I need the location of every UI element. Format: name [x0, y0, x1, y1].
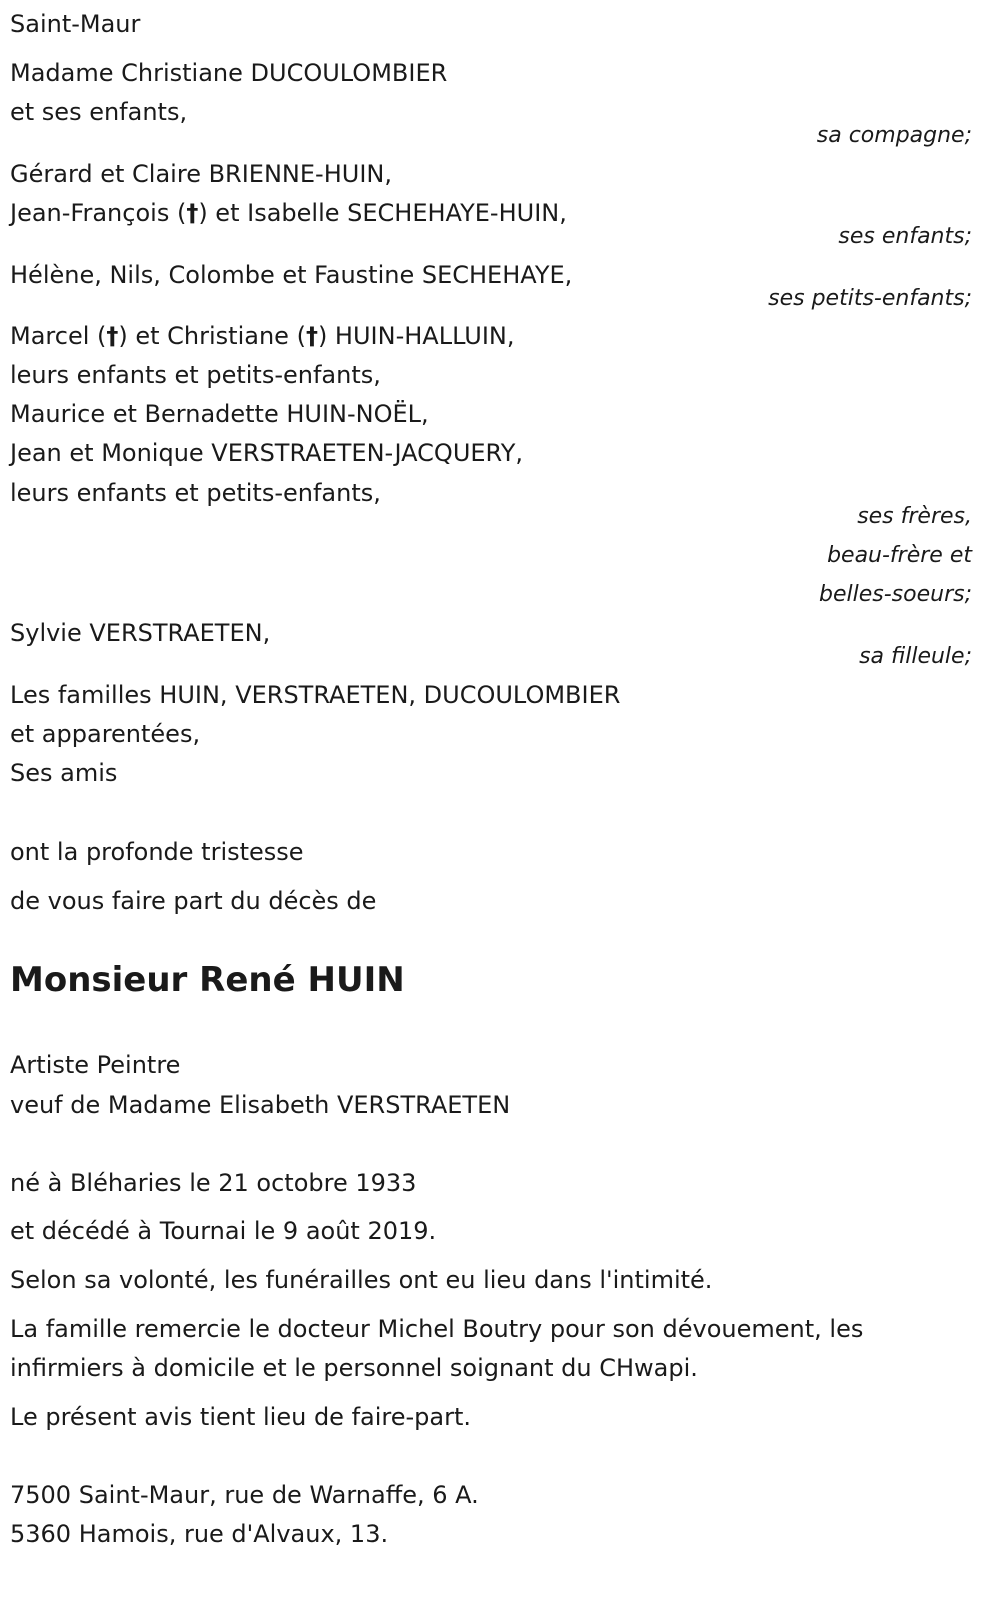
mourner-line: et apparentées, [10, 720, 201, 748]
relation-label: sa filleule; [859, 644, 972, 669]
relation-label: beau-frère et [827, 543, 972, 568]
mourner-line: leurs enfants et petits-enfants, [10, 361, 381, 389]
mourner-line: leurs enfants et petits-enfants, [10, 479, 381, 507]
cross-icon: † [305, 322, 318, 350]
cross-icon: † [186, 199, 199, 227]
address-line: 7500 Saint-Maur, rue de Warnaffe, 6 A. [10, 1481, 479, 1509]
announcement-line: de vous faire part du décès de [10, 887, 377, 915]
cross-icon: † [106, 322, 119, 350]
mourner-line-with-cross [10, 317, 514, 356]
text-fragment: ) et Isabelle SECHEHAYE-HUIN, [198, 199, 567, 227]
address-line: 5360 Hamois, rue d'Alvaux, 13. [10, 1520, 389, 1548]
deceased-name: Monsieur René HUIN [10, 960, 405, 1000]
relation-label: ses enfants; [838, 224, 972, 249]
relation-label: sa compagne; [816, 123, 972, 148]
mourner-line: Sylvie VERSTRAETEN, [10, 619, 271, 647]
text-fragment: ) HUIN-HALLUIN, [317, 322, 515, 350]
mourner-line: Madame Christiane DUCOULOMBIER [10, 59, 448, 87]
mourner-line: Maurice et Bernadette HUIN-NOËL, [10, 400, 429, 428]
note-line: Selon sa volonté, les funérailles ont eu lieu dans l'intimité. [10, 1266, 713, 1294]
place-heading: Saint-Maur [10, 10, 141, 38]
mourner-line: Jean et Monique VERSTRAETEN-JACQUERY, [10, 439, 523, 467]
deceased-detail: Artiste Peintre [10, 1051, 181, 1079]
relation-label: belles-soeurs; [819, 582, 972, 607]
relation-label: ses petits-enfants; [768, 286, 972, 311]
announcement-line: ont la profonde tristesse [10, 838, 304, 866]
note-line: Le présent avis tient lieu de faire-part. [10, 1403, 472, 1431]
note-line: infirmiers à domicile et le personnel soignant du CHwapi. [10, 1354, 698, 1382]
mourner-line: Hélène, Nils, Colombe et Faustine SECHEHAYE, [10, 261, 573, 289]
mourner-line-with-cross [10, 194, 567, 233]
date-line: et décédé à Tournai le 9 août 2019. [10, 1217, 437, 1245]
mourner-line: Les familles HUIN, VERSTRAETEN, DUCOULOMBIER [10, 681, 621, 709]
mourner-line: et ses enfants, [10, 98, 188, 126]
mourner-line: Gérard et Claire BRIENNE-HUIN, [10, 160, 392, 188]
mourner-line: Ses amis [10, 759, 118, 787]
relation-label: ses frères, [857, 504, 972, 529]
date-line: né à Bléharies le 21 octobre 1933 [10, 1169, 417, 1197]
text-fragment: Marcel ( [10, 322, 107, 350]
deceased-detail: veuf de Madame Elisabeth VERSTRAETEN [10, 1091, 511, 1119]
text-fragment: ) et Christiane ( [118, 322, 306, 350]
text-fragment: Jean-François ( [10, 199, 187, 227]
note-line: La famille remercie le docteur Michel Boutry pour son dévouement, les [10, 1315, 864, 1343]
